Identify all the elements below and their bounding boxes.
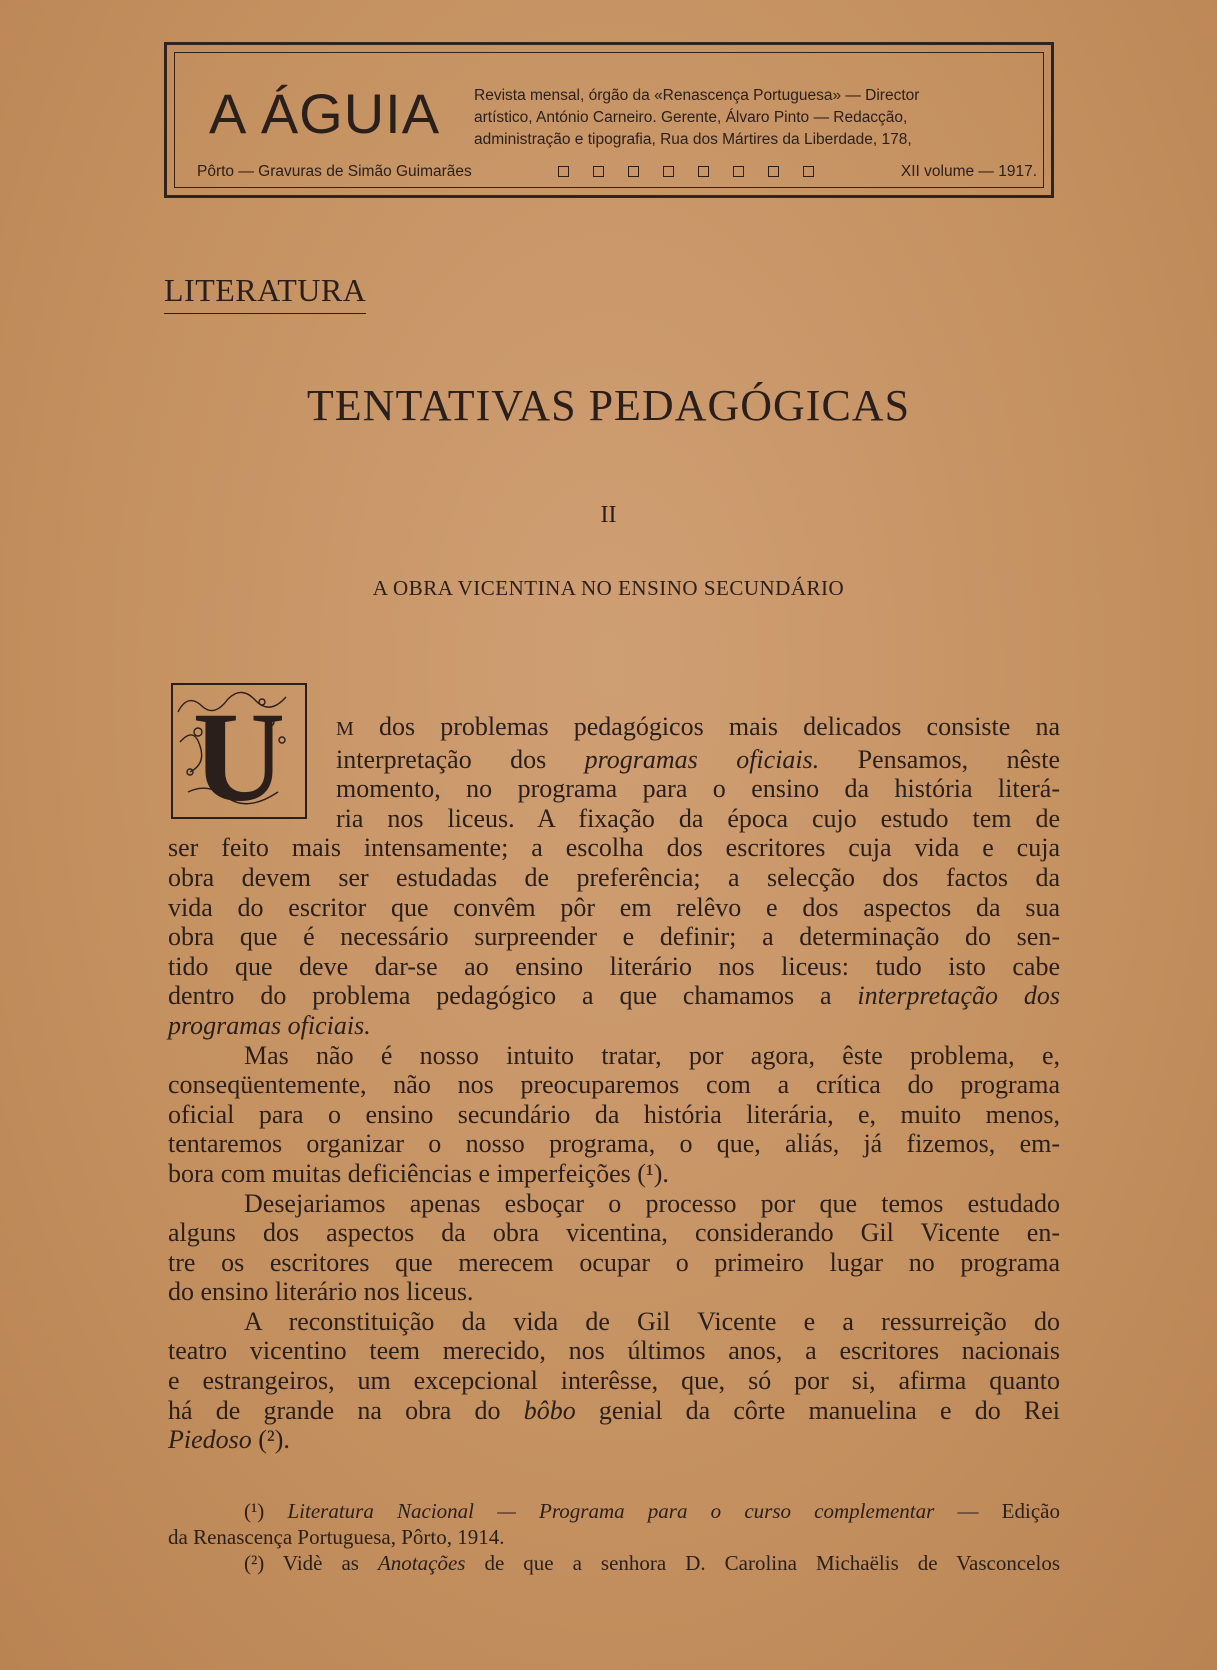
text-line: tido que deve dar-se ao ensino literário nos liceus: tudo isto cabe xyxy=(168,951,1060,981)
italic-span: interpretação dos xyxy=(857,981,1060,1011)
description-line: Revista mensal, órgão da «Renascença Portuguesa» — Director xyxy=(474,87,920,104)
text-line: obra devem ser estudadas de preferência; a selecção dos factos da xyxy=(168,862,1060,892)
footnote-1-continued: da Renascença Portuguesa, Pôrto, 1914. xyxy=(168,1525,505,1549)
article-body xyxy=(168,712,1060,1455)
footnotes xyxy=(168,1498,1060,1576)
text-line xyxy=(168,1011,1060,1041)
text-line: alguns dos aspectos da obra vicentina, considerando Gil Vicente en- xyxy=(168,1218,1060,1248)
square-ornament-icon xyxy=(768,166,779,177)
footnote-1 xyxy=(168,1498,1060,1524)
square-ornament-icon xyxy=(663,166,674,177)
square-ornament-icon xyxy=(558,166,569,177)
text-span: dentro do problema pedagógico a que chamamos a xyxy=(168,981,858,1011)
square-ornament-icon xyxy=(733,166,744,177)
text-line xyxy=(168,981,1060,1011)
text-line xyxy=(168,1425,1060,1455)
footnote-2 xyxy=(168,1550,1060,1576)
square-ornament-icon xyxy=(593,166,604,177)
text-line: do ensino literário nos liceus. xyxy=(168,1277,474,1307)
italic-span: programas oficiais. xyxy=(584,744,820,774)
text-span: interpretação dos xyxy=(336,744,585,774)
italic-span: Anotações xyxy=(377,1551,466,1575)
ornament-row xyxy=(546,163,826,181)
text-line: e estrangeiros, um excepcional interêsse, que, só por si, afirma quanto xyxy=(168,1366,1060,1396)
text-line: Desejariamos apenas esboçar o processo por que temos estudado xyxy=(244,1188,1060,1218)
square-ornament-icon xyxy=(803,166,814,177)
journal-description xyxy=(474,85,1034,151)
text-span: Vidè as xyxy=(282,1551,378,1575)
masthead xyxy=(164,42,1054,198)
text-span: (²). xyxy=(251,1425,290,1455)
journal-title: A ÁGUIA xyxy=(209,82,441,145)
text-line xyxy=(168,1396,1060,1426)
masthead-inner-frame xyxy=(174,52,1044,188)
engraving-credit: Pôrto — Gravuras de Simão Guimarães xyxy=(197,163,472,180)
text-span: — Edição xyxy=(934,1499,1060,1523)
italic-span: bôbo xyxy=(523,1395,576,1425)
text-line: momento, no programa para o ensino da história literá- xyxy=(336,774,1060,804)
text-span: há de grande na obra do xyxy=(168,1395,524,1425)
dropcap-letter: U xyxy=(192,686,286,820)
masthead-footer xyxy=(197,163,1037,181)
text-line: A reconstituição da vida de Gil Vicente e a ressurreição do xyxy=(244,1306,1060,1336)
text-line: Mas não é nosso intuito tratar, por agora, êste problema, e, xyxy=(244,1040,1060,1070)
italic-span: programas oficiais. xyxy=(168,1010,371,1040)
small-cap-m: M xyxy=(336,718,354,740)
italic-span: Piedoso xyxy=(168,1425,252,1455)
description-line: administração e tipografia, Rua dos Mártires da Liberdade, 178, xyxy=(474,131,912,148)
volume-info: XII volume — 1917. xyxy=(900,163,1037,180)
text-span: de que a senhora D. Carolina Michaëlis de Vasconcelos xyxy=(465,1551,1060,1575)
text-span: dos problemas pedagógicos mais delicados consiste na xyxy=(378,712,1061,741)
text-line: bora com muitas deficiências e imperfeições (¹). xyxy=(168,1158,669,1188)
text-span: Pensamos, nêste xyxy=(819,744,1061,774)
text-line: teatro vicentino teem merecido, nos últimos anos, a escritores nacionais xyxy=(168,1336,1060,1366)
text-span: genial da côrte manuelina e do Rei xyxy=(575,1395,1060,1425)
text-line: tre os escritores que merecem ocupar o primeiro lugar no programa xyxy=(168,1247,1060,1277)
text-line: conseqüentemente, não nos preocuparemos com a crítica do programa xyxy=(168,1070,1060,1100)
text-line xyxy=(168,745,1060,775)
footnote-marker: (¹) xyxy=(244,1499,265,1523)
square-ornament-icon xyxy=(698,166,709,177)
article-title: TENTATIVAS PEDAGÓGICAS xyxy=(306,381,911,430)
footnote-marker: (²) xyxy=(244,1551,265,1575)
text-line xyxy=(168,712,1060,745)
text-line: vida do escritor que convêm pôr em relêvo e dos aspectos da sua xyxy=(168,892,1060,922)
section-heading: LITERATURA xyxy=(164,272,366,314)
part-number: II xyxy=(600,502,617,528)
text-line: tentaremos organizar o nosso programa, o que, aliás, já fizemos, em- xyxy=(168,1129,1060,1159)
description-line: artístico, António Carneiro. Gerente, Álvaro Pinto — Redacção, xyxy=(474,109,908,126)
italic-span: Literatura Nacional — Programa para o curso complementar xyxy=(287,1499,935,1523)
article-subtitle: A OBRA VICENTINA NO ENSINO SECUNDÁRIO xyxy=(372,576,845,600)
square-ornament-icon xyxy=(628,166,639,177)
text-line: ser feito mais intensamente; a escolha dos escritores cuja vida e cuja xyxy=(168,833,1060,863)
text-line: oficial para o ensino secundário da história literária, e, muito menos, xyxy=(168,1099,1060,1129)
text-line: obra que é necessário surpreender e definir; a determinação do sen- xyxy=(168,922,1060,952)
text-line: ria nos liceus. A fixação da época cujo estudo tem de xyxy=(336,803,1060,833)
